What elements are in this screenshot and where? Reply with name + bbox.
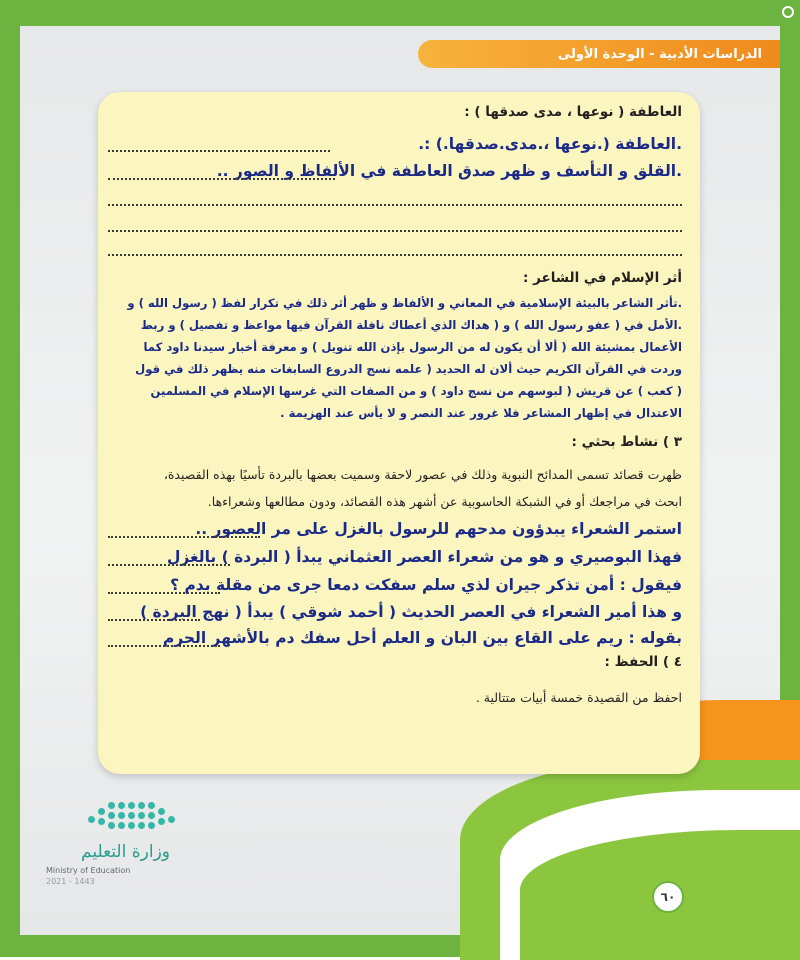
islam-answer-line: الاعتدال في إظهار المشاعر فلا غرور عند النصر و لا يأس عند الهزيمة . <box>280 406 682 420</box>
answer-dotted-line <box>108 619 200 621</box>
worksheet-card <box>98 92 700 774</box>
corner-circle-icon <box>782 6 794 18</box>
unit-header <box>418 40 780 68</box>
research-answer-line: فيقول : أمن تذكر جيران لذي سلم سفكت دمعا جرى من مقلة بدم ؟ <box>170 576 682 594</box>
islam-answer-line: الأعمال بمشيئة الله ( ألا أن يكون له من الرسول بإذن الله تنويل ) و معرفة أخبار سيدنا داود كما <box>143 340 682 354</box>
page-number: ٦٠ <box>652 881 684 913</box>
answer-dotted-line <box>108 592 220 594</box>
research-answer-line: استمر الشعراء يبدؤون مدحهم للرسول بالغزل على مر العصور .. <box>195 520 682 538</box>
ministry-logo <box>40 800 180 890</box>
islam-answer-line: .الأمل في ( عفو رسول الله ) و ( هداك الذي أعطاك نافلة القرآن فيها مواعظ و تفصيل ) و ربط <box>140 318 682 332</box>
answer-dotted-line <box>108 178 335 180</box>
research-answer-line: بقوله : ريم على القاع بين البان و العلم أحل سفك دم بالأشهر الحرم <box>162 629 682 647</box>
memorize-heading: ٤ ) الحفظ : <box>604 654 682 670</box>
answer-dotted-line <box>108 150 330 152</box>
answer-dotted-line <box>108 230 682 232</box>
ministry-logo-dots-icon <box>88 800 178 840</box>
ministry-edition-year: 2021 - 1443 <box>46 877 95 886</box>
ministry-name-arabic: وزارة التعليم <box>81 842 170 862</box>
research-heading: ٣ ) نشاط بحثي : <box>571 434 682 450</box>
islam-answer-line: وردت في القرآن الكريم حيث ألان له الحديد ( علمه نسج الدروع السابغات منه يظهر ذلك في قول <box>135 362 682 376</box>
page-frame-left <box>0 0 20 957</box>
answer-dotted-line <box>108 564 230 566</box>
answer-dotted-line <box>108 536 260 538</box>
unit-header-title: الدراسات الأدبية - الوحدة الأولى <box>557 46 762 62</box>
islam-answer-line: ( كعب ) عن قريش ( لبوسهم من نسج داود ) و من الصفات التي غرسها الإسلام في المسلمين <box>150 384 682 398</box>
emotion-heading: العاطفة ( نوعها ، مدى صدقها ) : <box>464 104 682 120</box>
islam-heading: أثر الإسلام في الشاعر : <box>522 270 682 286</box>
memorize-instruction: احفظ من القصيدة خمسة أبيات متتالية . <box>475 690 682 705</box>
answer-dotted-line <box>108 254 682 256</box>
research-paragraph-line: ظهرت قصائد تسمى المدائح النبوية وذلك في عصور لاحقة وسميت بعضها بالبردة تأسيًا بهذه القصيدة، <box>163 467 682 482</box>
answer-dotted-line <box>108 204 682 206</box>
answer-dotted-line <box>108 645 220 647</box>
research-paragraph-line: ابحث في مراجعك أو في الشبكة الحاسوبية عن أشهر هذه القصائد، ودون مطالعها وشعراءها. <box>207 494 682 509</box>
page-frame-top <box>0 0 800 26</box>
islam-answer-line: .تأثر الشاعر بالبيئة الإسلامية في المعاني و الألفاظ و ظهر أثر ذلك في تكرار لفظ ( رسول الله ) و <box>127 296 682 310</box>
research-answer-line: فهذا البوصيري و هو من شعراء العصر العثماني يبدأ ( البردة ) بالغزل <box>166 548 682 566</box>
emotion-answer-line: .العاطفة (.نوعها ،.مدى.صدقها.) :. <box>418 135 682 153</box>
research-answer-line: و هذا أمير الشعراء في العصر الحديث ( أحمد شوقي ) يبدأ ( نهج البردة ) <box>140 603 682 621</box>
emotion-answer-line: .القلق و التأسف و ظهر صدق العاطفة في الألفاظ و الصور .. <box>216 162 682 180</box>
ministry-name-english: Ministry of Education <box>46 866 131 875</box>
